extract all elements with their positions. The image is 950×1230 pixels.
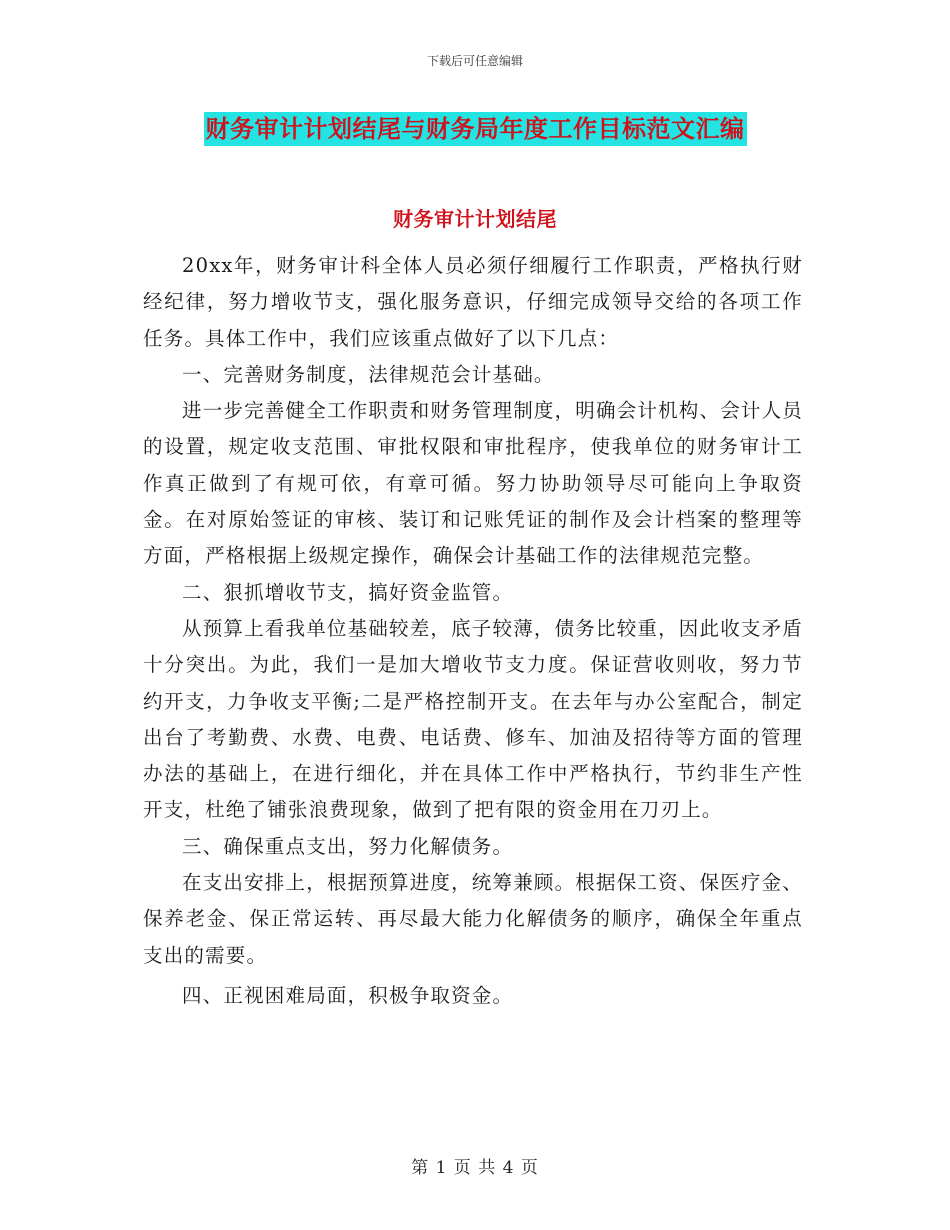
heading-paragraph: 二、狠抓增收节支，搞好资金监管。 bbox=[182, 580, 514, 604]
paragraph: 20xx年，财务审计科全体人员必须仔细履行工作职责，严格执行财经纪律，努力增收节支，强化服务意识，仔细完成领导交给的各项工作任务。具体工作中，我们应该重点做好了以下几点： bbox=[143, 254, 803, 350]
body-text bbox=[143, 248, 803, 1014]
paragraph: 从预算上看我单位基础较差，底子较薄，债务比较重，因此收支矛盾十分突出。为此，我们一是加大增收节支力度。保证营收则收，努力节约开支，力争收支平衡;二是严格控制开支。在去年与办公室配合，制定出台了考勤费、水费、电费、电话费、修车、加油及招待等方面的管理办法的基础上，在进行细化，并在具体工作中严格执行，节约非生产性开支，杜绝了铺张浪费现象，做到了把有限的资金用在刀刃上。 bbox=[143, 616, 804, 822]
heading-paragraph: 三、确保重点支出，努力化解债务。 bbox=[182, 834, 514, 858]
heading-paragraph: 一、完善财务制度，法律规范会计基础。 bbox=[182, 362, 555, 386]
heading-paragraph: 四、正视困难局面，积极争取资金。 bbox=[182, 983, 514, 1007]
paragraph: 在支出安排上，根据预算进度，统筹兼顾。根据保工资、保医疗金、保养老金、保正常运转、再尽最大能力化解债务的顺序，确保全年重点支出的需要。 bbox=[143, 871, 804, 967]
doc-title-container bbox=[0, 112, 950, 146]
paragraph: 进一步完善健全工作职责和财务管理制度，明确会计机构、会计人员的设置，规定收支范围、审批权限和审批程序，使我单位的财务审计工作真正做到了有规可依，有章可循。努力协助领导尽可能向上争取资金。在对原始签证的审核、装订和记账凭证的制作及会计档案的整理等方面，严格根据上级规定操作，确保会计基础工作的法律规范完整。 bbox=[143, 399, 804, 568]
page-footer: 第 1 页 共 4 页 bbox=[411, 1158, 539, 1178]
section-title: 财务审计计划结尾 bbox=[393, 207, 557, 231]
doc-title: 财务审计计划结尾与财务局年度工作目标范文汇编 bbox=[204, 112, 747, 146]
header-note: 下载后可任意编辑 bbox=[426, 54, 523, 68]
